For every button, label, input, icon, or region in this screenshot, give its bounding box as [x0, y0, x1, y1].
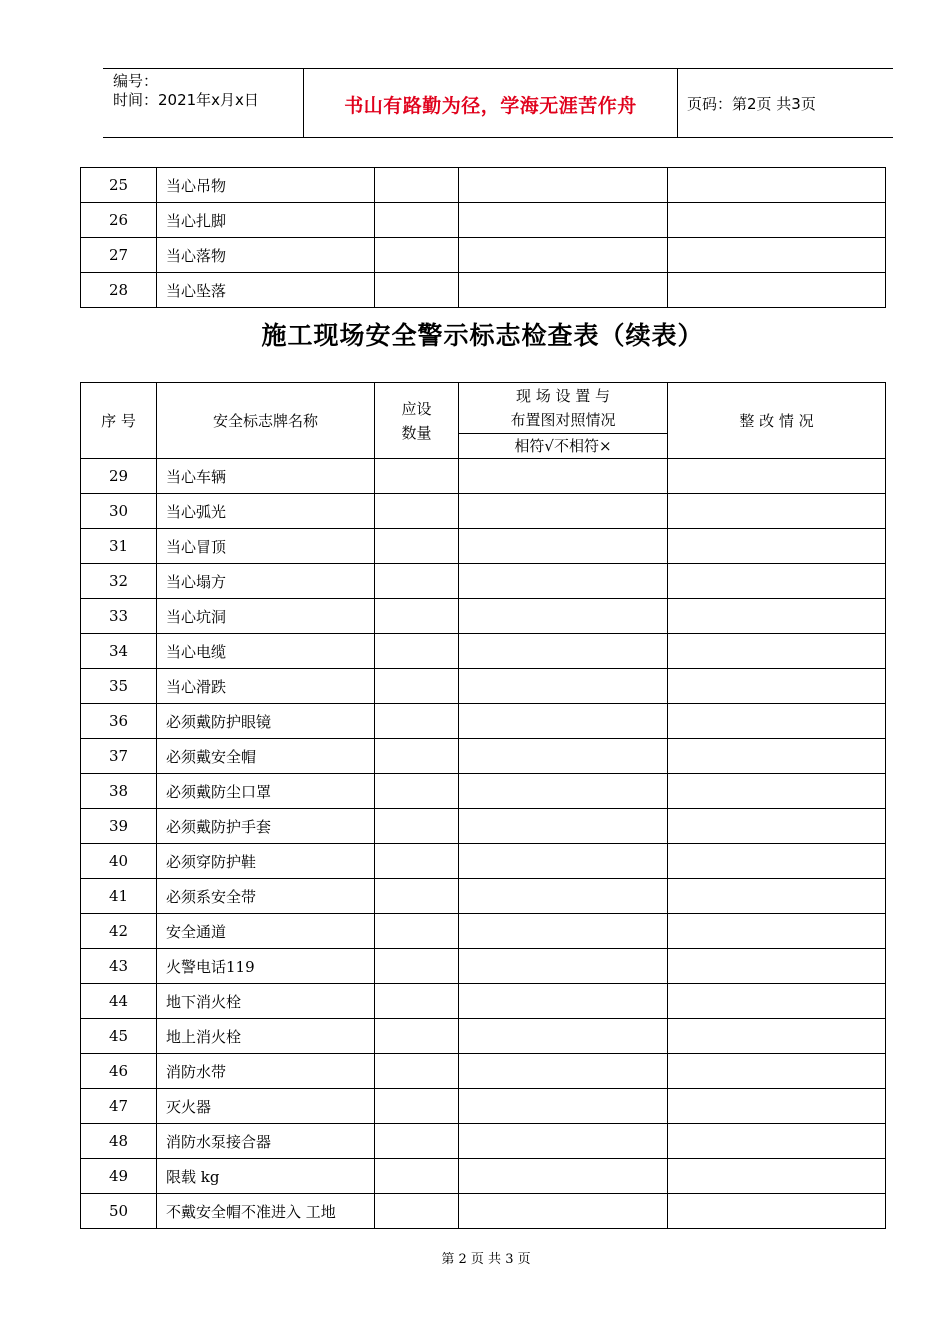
sign-name: 当心落物: [157, 238, 375, 273]
table-row: [81, 529, 886, 564]
row-number: 26: [81, 203, 157, 238]
row-number: 49: [81, 1159, 157, 1194]
quantity-cell: [375, 949, 459, 984]
table-row: [81, 564, 886, 599]
comparison-cell: [459, 168, 668, 203]
sign-name: 安全通道: [157, 914, 375, 949]
comparison-cell: [459, 704, 668, 739]
quantity-cell: [375, 238, 459, 273]
rectification-cell: [668, 203, 886, 238]
sign-name: 当心电缆: [157, 634, 375, 669]
rectification-cell: [668, 1089, 886, 1124]
rectification-cell: [668, 1054, 886, 1089]
quantity-cell: [375, 599, 459, 634]
table-row: [81, 1089, 886, 1124]
sign-name: 灭火器: [157, 1089, 375, 1124]
table-row: [81, 704, 886, 739]
table-row: [81, 1019, 886, 1054]
table-row: [81, 1054, 886, 1089]
serial-label: 编号：: [113, 72, 159, 90]
comparison-cell: [459, 1089, 668, 1124]
comparison-cell: [459, 1019, 668, 1054]
rectification-cell: [668, 529, 886, 564]
quantity-cell: [375, 739, 459, 774]
comparison-cell: [459, 1159, 668, 1194]
sign-name: 当心扎脚: [157, 203, 375, 238]
table-row: [81, 634, 886, 669]
header-rectification: 整 改 情 况: [668, 383, 886, 459]
rectification-cell: [668, 494, 886, 529]
comparison-cell: [459, 669, 668, 704]
quantity-cell: [375, 1194, 459, 1229]
comparison-cell: [459, 844, 668, 879]
sign-name: 地下消火栓: [157, 984, 375, 1019]
sign-name: 必须戴防护眼镜: [157, 704, 375, 739]
quantity-cell: [375, 984, 459, 1019]
comparison-cell: [459, 273, 668, 308]
sign-name: 必须戴防护手套: [157, 809, 375, 844]
sign-name: 必须系安全带: [157, 879, 375, 914]
rectification-cell: [668, 1019, 886, 1054]
rectification-cell: [668, 669, 886, 704]
row-number: 48: [81, 1124, 157, 1159]
rectification-cell: [668, 634, 886, 669]
row-number: 38: [81, 774, 157, 809]
comparison-cell: [459, 739, 668, 774]
row-number: 39: [81, 809, 157, 844]
sign-name: 当心塌方: [157, 564, 375, 599]
quantity-cell: [375, 774, 459, 809]
sign-name: 当心滑跌: [157, 669, 375, 704]
sign-name: 当心坠落: [157, 273, 375, 308]
rectification-cell: [668, 1124, 886, 1159]
comparison-cell: [459, 809, 668, 844]
row-number: 36: [81, 704, 157, 739]
rectification-cell: [668, 879, 886, 914]
comparison-cell: [459, 914, 668, 949]
row-number: 45: [81, 1019, 157, 1054]
comparison-cell: [459, 564, 668, 599]
sign-name: 当心吊物: [157, 168, 375, 203]
rectification-cell: [668, 564, 886, 599]
quantity-cell: [375, 564, 459, 599]
comparison-cell: [459, 529, 668, 564]
quantity-cell: [375, 203, 459, 238]
header-comparison: 现 场 设 置 与 布置图对照情况 相符√不相符×: [459, 383, 668, 459]
table-header-row: [81, 383, 886, 459]
table-row: [81, 774, 886, 809]
row-number: 31: [81, 529, 157, 564]
header-sign-name: 安全标志牌名称: [157, 383, 375, 459]
table-row: [81, 238, 886, 273]
quantity-cell: [375, 1054, 459, 1089]
header-divider: [677, 69, 678, 137]
table-row: [81, 984, 886, 1019]
quantity-cell: [375, 809, 459, 844]
row-number: 25: [81, 168, 157, 203]
rectification-cell: [668, 168, 886, 203]
row-number: 44: [81, 984, 157, 1019]
quantity-cell: [375, 704, 459, 739]
table-row: [81, 273, 886, 308]
quantity-cell: [375, 529, 459, 564]
row-number: 34: [81, 634, 157, 669]
quantity-cell: [375, 1159, 459, 1194]
rectification-cell: [668, 273, 886, 308]
page-footer: 第 2 页 共 3 页: [441, 1252, 531, 1267]
continuation-table-body: [81, 168, 886, 308]
rectification-cell: [668, 809, 886, 844]
comparison-cell: [459, 1124, 668, 1159]
quantity-cell: [375, 669, 459, 704]
row-number: 47: [81, 1089, 157, 1124]
sign-name: 当心冒顶: [157, 529, 375, 564]
table-row: [81, 844, 886, 879]
row-number: 29: [81, 459, 157, 494]
rectification-cell: [668, 599, 886, 634]
rectification-cell: [668, 949, 886, 984]
table-row: [81, 203, 886, 238]
comparison-cell: [459, 238, 668, 273]
table-row: [81, 879, 886, 914]
sign-name: 当心弧光: [157, 494, 375, 529]
row-number: 32: [81, 564, 157, 599]
quantity-cell: [375, 1089, 459, 1124]
table-row: [81, 1159, 886, 1194]
comparison-cell: [459, 1194, 668, 1229]
rectification-cell: [668, 704, 886, 739]
rectification-cell: [668, 459, 886, 494]
table-row: [81, 599, 886, 634]
row-number: 40: [81, 844, 157, 879]
header-motto: 书山有路勤为径，学海无涯苦作舟: [344, 95, 637, 117]
table-row: [81, 739, 886, 774]
quantity-cell: [375, 1019, 459, 1054]
header-no: 序 号: [81, 383, 157, 459]
comparison-cell: [459, 203, 668, 238]
sign-name: 当心车辆: [157, 459, 375, 494]
sign-name: 消防水带: [157, 1054, 375, 1089]
table-row: [81, 809, 886, 844]
row-number: 50: [81, 1194, 157, 1229]
table-row: [81, 1124, 886, 1159]
sign-name: 限载 kg: [157, 1159, 375, 1194]
rectification-cell: [668, 1159, 886, 1194]
row-number: 37: [81, 739, 157, 774]
row-number: 28: [81, 273, 157, 308]
sign-name: 当心坑洞: [157, 599, 375, 634]
row-number: 41: [81, 879, 157, 914]
rectification-cell: [668, 774, 886, 809]
comparison-cell: [459, 599, 668, 634]
quantity-cell: [375, 494, 459, 529]
quantity-cell: [375, 168, 459, 203]
header-page-info: 页码：第2页 共3页: [687, 95, 816, 113]
rectification-cell: [668, 914, 886, 949]
row-number: 43: [81, 949, 157, 984]
comparison-cell: [459, 494, 668, 529]
rectification-cell: [668, 238, 886, 273]
row-number: 27: [81, 238, 157, 273]
rectification-cell: [668, 984, 886, 1019]
quantity-cell: [375, 844, 459, 879]
quantity-cell: [375, 459, 459, 494]
sign-name: 消防水泵接合器: [157, 1124, 375, 1159]
comparison-cell: [459, 634, 668, 669]
comparison-cell: [459, 1054, 668, 1089]
quantity-cell: [375, 634, 459, 669]
comparison-cell: [459, 879, 668, 914]
row-number: 35: [81, 669, 157, 704]
sign-name: 必须戴防尘口罩: [157, 774, 375, 809]
row-number: 30: [81, 494, 157, 529]
document-title: 施工现场安全警示标志检查表（续表）: [261, 321, 704, 350]
rectification-cell: [668, 739, 886, 774]
quantity-cell: [375, 914, 459, 949]
sign-name: 火警电话119: [157, 949, 375, 984]
table-row: [81, 168, 886, 203]
continuation-table: [80, 167, 886, 308]
date-label: 时间：2021年x月x日: [113, 91, 259, 109]
table-row: [81, 1194, 886, 1229]
comparison-cell: [459, 774, 668, 809]
header-comparison-sub: 相符√不相符×: [459, 433, 667, 458]
quantity-cell: [375, 273, 459, 308]
table-row: [81, 494, 886, 529]
header-meta: [113, 72, 259, 110]
comparison-cell: [459, 459, 668, 494]
table-row: [81, 669, 886, 704]
page-header: [103, 68, 893, 138]
sign-name: 不戴安全帽不准进入 工地: [157, 1194, 375, 1229]
rectification-cell: [668, 844, 886, 879]
header-quantity: 应设 数量: [375, 383, 459, 459]
sign-name: 必须戴安全帽: [157, 739, 375, 774]
inspection-table: [80, 382, 886, 1229]
row-number: 46: [81, 1054, 157, 1089]
table-row: [81, 459, 886, 494]
comparison-cell: [459, 984, 668, 1019]
rectification-cell: [668, 1194, 886, 1229]
row-number: 42: [81, 914, 157, 949]
row-number: 33: [81, 599, 157, 634]
sign-name: 地上消火栓: [157, 1019, 375, 1054]
table-row: [81, 914, 886, 949]
quantity-cell: [375, 879, 459, 914]
quantity-cell: [375, 1124, 459, 1159]
sign-name: 必须穿防护鞋: [157, 844, 375, 879]
table-row: [81, 949, 886, 984]
inspection-table-body: [81, 459, 886, 1229]
comparison-cell: [459, 949, 668, 984]
